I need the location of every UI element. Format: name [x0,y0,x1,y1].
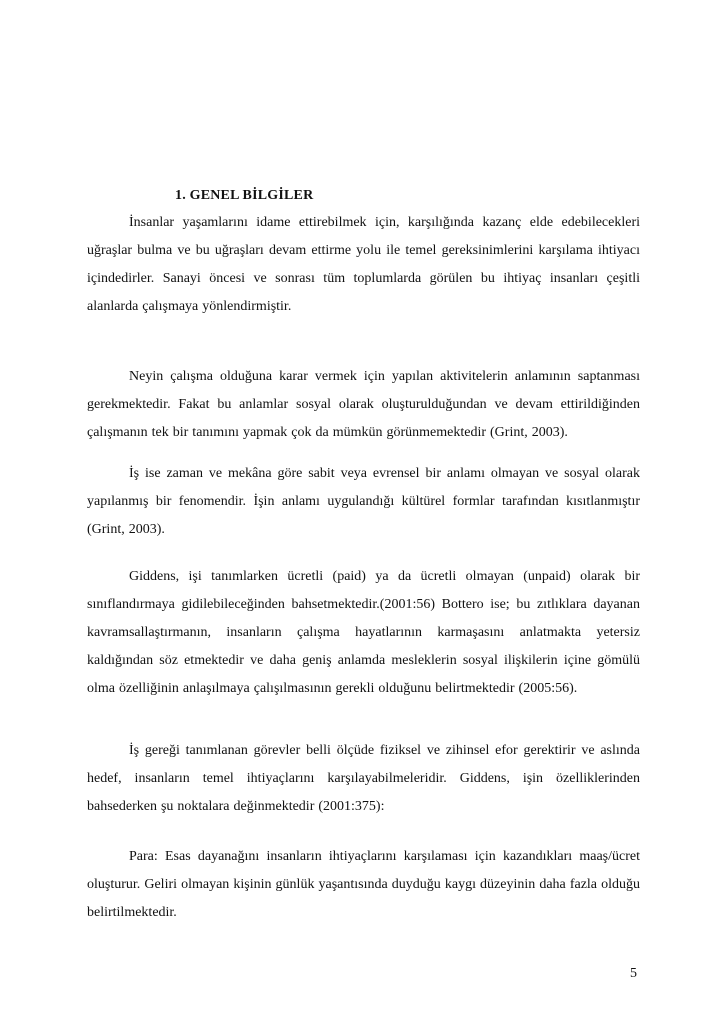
paragraph-2: Neyin çalışma olduğuna karar vermek için yapılan aktivitelerin anlamının saptanması gerekmektedir. Fakat bu anlamlar sosyal olarak oluşturulduğundan ve devam ettirildiğinden çalışmanın tek bir tanımını yapmak çok da mümkün görünmemektedir (Grint, 2003). [87,369,640,440]
page-number: 5 [630,966,637,981]
section-heading: 1. GENEL BİLGİLER [175,188,314,203]
paragraph-6: Para: Esas dayanağını insanların ihtiyaçlarını karşılaması için kazandıkları maaş/ücret oluşturur. Geliri olmayan kişinin günlük yaşantısında duyduğu kaygı düzeyinin daha fazla olduğu belirtilmektedir. [87,849,640,920]
paragraph-4: Giddens, işi tanımlarken ücretli (paid) ya da ücretli olmayan (unpaid) olarak bir sınıflandırmaya gidilebileceğinden bahsetmektedir.(2001:56) Bottero ise; bu zıtlıklara dayanan kavramsallaştırmanın, insanların çalışma hayatlarının karmaşasını anlatmakta yetersiz kaldığından söz etmektedir ve daha geniş anlamda mesleklerin sosyal ilişkilerin içine gömülü olma özelliğinin anlaşılmaya çalışılmasının gerekli olduğunu belirtmektedir (2005:56). [87,569,640,696]
paragraph-5: İş gereği tanımlanan görevler belli ölçüde fiziksel ve zihinsel efor gerektirir ve aslında hedef, insanların temel ihtiyaçlarını karşılayabilmeleridir. Giddens, işin özelliklerinden bahsederken şu noktalara değinmektedir (2001:375): [87,743,640,814]
paragraph-1: İnsanlar yaşamlarını idame ettirebilmek için, karşılığında kazanç elde edebilecekleri uğraşlar bulma ve bu uğraşları devam ettirme yolu ile temel gereksinimlerini karşılama ihtiyacı içindedirler. Sanayi öncesi ve sonrası tüm toplumlarda görülen bu ihtiyaç insanları çeşitli alanlarda çalışmaya yönlendirmiştir. [87,215,640,314]
paragraph-3: İş ise zaman ve mekâna göre sabit veya evrensel bir anlamı olmayan ve sosyal olarak yapılanmış bir fenomendir. İşin anlamı uygulandığı kültürel formlar tarafından kısıtlanmıştır (Grint, 2003). [87,466,640,537]
